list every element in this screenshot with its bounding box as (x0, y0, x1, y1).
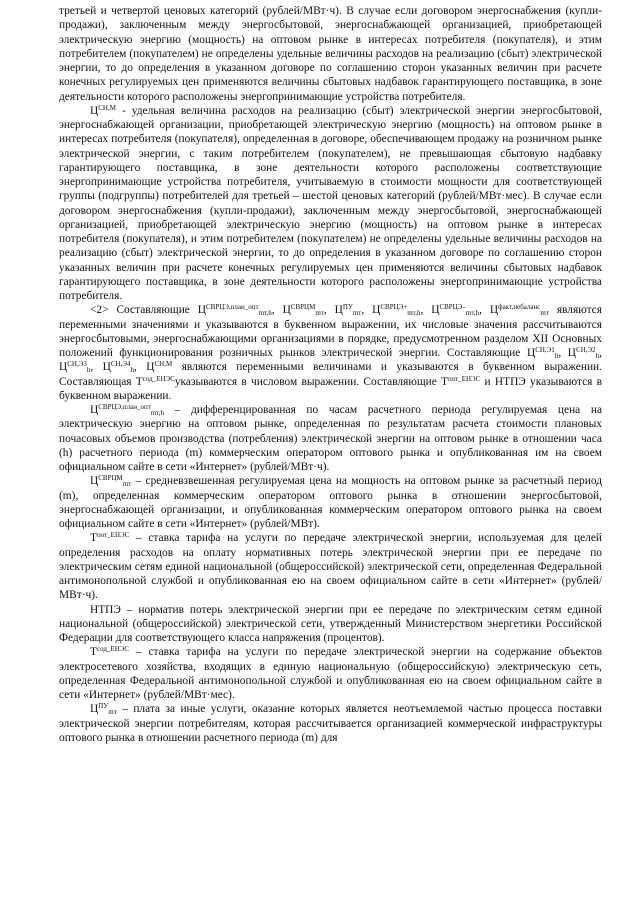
paragraph-3: <2> Составляющие $Ц^{СВРЦЭ,план\_опт}_{mт,h}$, $Ц^{СВРЦМ}_{mт}$, $Ц^{ПУ}_{mт}$, $Ц^{СВРЦЭ+}_{mт,h}$, $Ц^{СВРЦЭ-}_{mт,h}$, $Ц^{факт,небаланс}_{mт}$ являются переменными значениями и указываются в буквенном выражении, их числовые значения рассчитываются энергосбытовыми, энергоснабжающими организациями в порядке, предусмотренном разделом XII Основных положений функционирования розничных рынков электрической энергии. Составляющие $Ц^{СН,Э1}_h$, $Ц^{СН,Э2}_h$, $Ц^{СН,Э3}_h$, $Ц^{СН,Э4}_h$, $Ц^{СН,М}$ являются переменными величинами и указываются в буквенном выражении. Составляющая $Т^{сод\_ЕНЭС}указываются$ в числовом выражении. Составляющие $Т^{пот\_ЕНЭС}$ и НТПЭ указываются в буквенном выражении. (59, 303, 602, 402)
paragraph-1: третьей и четвертой ценовых категорий (рублей/МВт·ч). В случае если договором энергоснабжения (купли-продажи), заключенным между энергосбытовой, энергоснабжающей организацией, приобретающей электрическую энергию (мощность) на оптовом рынке в интересах потребителя (покупателя), и этим потребителем (покупателем) не определены удельные величины расходов на реализацию (сбыт) электрической энергии, то до определения в указанном договоре по соглашению сторон указанных величин при расчете конечных регулируемых цен применяются величины сбытовых надбавок гарантирующего поставщика, в зоне деятельности которого расположены энергопринимающие устройства потребителя. (59, 5, 602, 103)
formula-symbol: $Ц^{СВРЦМ}_{mт}$ (282, 303, 324, 318)
note-lead: <2> Составляющие (90, 304, 198, 317)
formula-symbol: $Ц^{СВРЦЭ,план\_опт}_{mт,h}$ (197, 303, 272, 318)
formula-symbol: $Ц^{СН,Э4}_h$ (102, 360, 134, 375)
formula-symbol: $Т^{пот\_ЕНЭС}$ (90, 531, 130, 545)
paragraph-2-text: - удельная величина расходов на реализацию (сбыт) электрической энергии энергосбытовой, энергоснабжающей организации, приобретающей электрическую энергию (мощность) на оптовом рынке в интересах потребителя (покупателя), определенная в договоре, обеспечивающем продажу на розничном рынке электрической энергии, с таким потребителем (покупателем), не превышающая сбытовую надбавку гарантирующего поставщика, в зоне деятельности которого расположены соответствующие энергопринимающие устройства потребителя, учитываемую в стоимости мощности для соответствующей группы (подгруппы) потребителей для третьей – шестой ценовых категорий (рублей/МВт·мес). В случае если договором энергоснабжения (купли-продажи), заключенным между энергосбытовой, энергоснабжающей организацией, приобретающей электрическую энергию (мощность) на оптовом рынке в интересах потребителя (покупателя), и этим потребителем (покупателем) не определены удельные величины расходов на реализацию (сбыт) электрической энергии, то до определения в указанном договоре по соглашению сторон указанных величин при расчете конечных регулируемых цен применяются величины сбытовых надбавок гарантирующего поставщика, в зоне деятельности которого расположены энергопринимающие устройства потребителя. (59, 104, 602, 302)
formula-symbol: $Ц^{ПУ}_{mт}$ (90, 702, 117, 717)
formula-symbol: $Ц^{СВРЦЭ-}_{mт,h}$ (431, 303, 480, 318)
formula-symbol: $Т^{сод\_ЕНЭС}$ (135, 374, 175, 388)
paragraph-4: $Ц^{СВРЦЭ,план\_опт}_{mт,h}$ – дифференцированная по часам расчетного периода регулируемая цена на электрическую энергию на оптовом рынке, определенная по результатам расчета стоимости плановых почасовых объемов производства (потребления) электрической энергии на оптовом рынке в отношении часа (h) расчетного периода (m) коммерческим оператором оптового рынка и опубликованная им на своем официальном сайте в сети «Интернет» (рублей/МВт·ч). (59, 403, 602, 473)
paragraph-6: $Т^{пот\_ЕНЭС}$ – ставка тарифа на услуги по передаче электрической энергии, используемая для целей определения расходов на оплату нормативных потерь электрической энергии при ее передаче по электрическим сетям единой национальной (общероссийской) электрической сети, определенная Федеральной антимонопольной службой и опубликованная ею на своем официальном сайте в сети «Интернет» (рублей/МВт·ч). (59, 531, 602, 602)
paragraph-7: НТПЭ – норматив потерь электрической энергии при ее передаче по электрическим сетям единой национальной (общероссийской) электрической сети, утвержденный Министерством энергетики Российской Федерации для соответствующего класса напряжения (процентов). (59, 603, 602, 644)
formula-symbol: $Ц^{СН,Э3}_h$ (59, 360, 91, 375)
formula-symbol: $Ц^{СВРЦМ}_{mт}$ (90, 474, 132, 489)
formula-symbol: $Т^{пот\_ЕНЭС}$ (441, 374, 481, 388)
formula-symbol: $Ц^{СН,Э1}_h$ (526, 346, 559, 360)
paragraph-9: $Ц^{ПУ}_{mт}$ – плата за иные услуги, оказание которых является неотъемлемой частью процесса поставки электрической энергии потребителям, которая рассчитывается организацией коммерческой инфраструктуры оптового рынка в отношении расчетного периода (m) для (59, 702, 602, 744)
formula-symbol: $Ц^{факт,небаланс}_{mт}$ (489, 303, 549, 318)
formula-symbol: $Т^{сод\_ЕНЭС}$ (90, 645, 130, 659)
paragraph-5: $Ц^{СВРЦМ}_{mт}$ – средневзвешенная регулируемая цена на мощность на оптовом рынке за расчетный период (m), определенная коммерческим оператором оптового рынка в отношении энергосбытовой, энергоснабжающей организации, и опубликованная коммерческим оператором оптового рынка на своем официальном сайте в сети «Интернет» (рублей/МВт). (59, 474, 602, 530)
formula-symbol: $Ц^{СН,М}$ (146, 360, 173, 374)
formula-symbol: $Ц^{ПУ}_{mт}$ (334, 303, 362, 318)
formula-symbol: $Ц^{СВРЦЭ,план\_опт}_{mт,h}$ (90, 403, 165, 417)
formula-symbol: $Ц^{СН,М}$ (90, 103, 116, 117)
formula-symbol: $Ц^{СВРЦЭ+}_{mт,h}$ (372, 303, 421, 318)
paragraph-8: $Т^{сод\_ЕНЭС}$ – ставка тарифа на услуги по передаче электрической энергии на содержание объектов электросетевого хозяйства, входящих в единую национальную (общероссийскую) электрическую сеть, определенная Федеральной антимонопольной службой и опубликованная ею на своем официальном сайте в сети «Интернет» (рублей/МВт·мес). (59, 645, 602, 701)
formula-symbol: $Ц^{СН,Э2}_h$ (567, 346, 600, 360)
paragraph-2 (59, 104, 602, 304)
